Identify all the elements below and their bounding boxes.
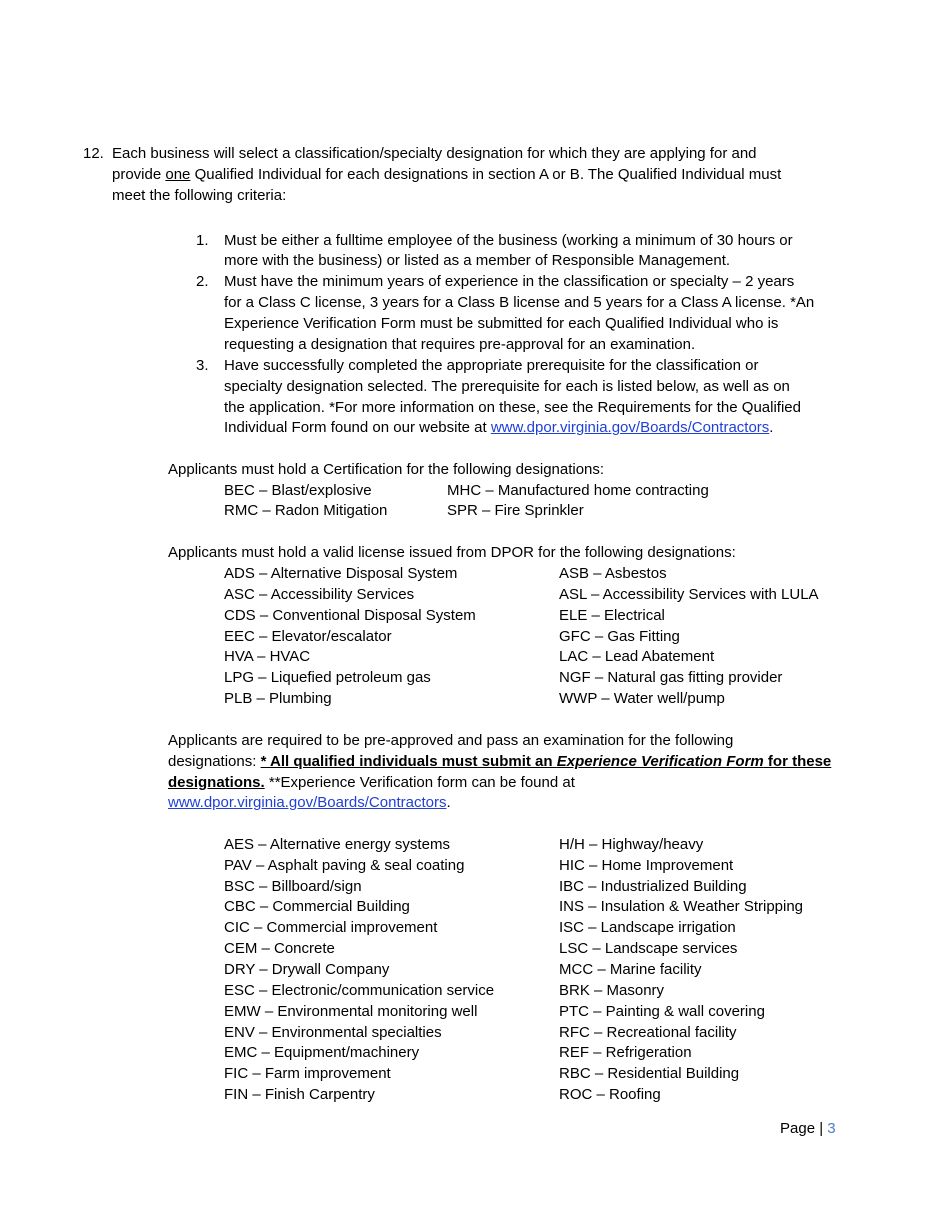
text-span: provide — [112, 166, 166, 183]
certification-intro: Applicants must hold a Certification for the following designations: — [168, 461, 605, 478]
designation-item: ADS – Alternative Disposal System — [224, 565, 458, 582]
criteria-line — [224, 417, 773, 438]
designation-item: PTC – Painting & wall covering — [559, 1003, 765, 1020]
designation-item: BEC – Blast/explosive — [224, 482, 372, 499]
designation-item: SPR – Fire Sprinkler — [447, 502, 584, 519]
criteria-line: specialty designation selected. The prerequisite for each is listed below, as well as on — [224, 378, 790, 395]
criteria-line: the application. *For more information on these, see the Requirements for the Qualified — [224, 399, 801, 416]
page-footer — [780, 1118, 836, 1139]
item-text-line: Each business will select a classification/specialty designation for which they are applying for and — [112, 145, 757, 162]
dpor-website-link[interactable]: www.dpor.virginia.gov/Boards/Contractors — [168, 794, 447, 811]
designation-item: REF – Refrigeration — [559, 1044, 692, 1061]
designation-item: WWP – Water well/pump — [559, 690, 725, 707]
designation-item: INS – Insulation & Weather Stripping — [559, 898, 804, 915]
designation-item: RBC – Residential Building — [559, 1065, 740, 1082]
text-span: . — [769, 419, 774, 436]
bold-underlined-text: designations. — [168, 774, 265, 791]
designation-item: IBC – Industrialized Building — [559, 878, 747, 895]
criteria-line: Experience Verification Form must be submitted for each Qualified Individual who is — [224, 315, 779, 332]
criteria-number: 1. — [196, 232, 209, 249]
page-separator: | — [819, 1120, 824, 1137]
item-text-line — [112, 164, 781, 185]
designation-item: HVA – HVAC — [224, 648, 311, 665]
exam-intro-line — [168, 751, 831, 772]
designation-item: CDS – Conventional Disposal System — [224, 607, 476, 624]
designation-item: FIN – Finish Carpentry — [224, 1086, 375, 1103]
designation-item: RMC – Radon Mitigation — [224, 502, 388, 519]
designation-item: LPG – Liquefied petroleum gas — [224, 669, 431, 686]
designation-item: ASL – Accessibility Services with LULA — [559, 586, 819, 603]
designation-item: BSC – Billboard/sign — [224, 878, 362, 895]
designation-item: DRY – Drywall Company — [224, 961, 390, 978]
page-number: 3 — [827, 1120, 836, 1137]
criteria-line: for a Class C license, 3 years for a Class B license and 5 years for a Class A license. *An — [224, 294, 815, 311]
designation-item: GFC – Gas Fitting — [559, 628, 680, 645]
criteria-line: Must be either a fulltime employee of the business (working a minimum of 30 hours or — [224, 232, 793, 249]
designation-item: CBC – Commercial Building — [224, 898, 410, 915]
criteria-line: Must have the minimum years of experience in the classification or specialty – 2 years — [224, 273, 795, 290]
designation-item: ASC – Accessibility Services — [224, 586, 415, 603]
text-span: . — [446, 794, 451, 811]
text-span: designations: — [168, 753, 261, 770]
page-label: Page — [780, 1120, 816, 1137]
bold-underlined-text: * All qualified individuals must submit an — [260, 753, 557, 770]
designation-item: PAV – Asphalt paving & seal coating — [224, 857, 465, 874]
license-intro: Applicants must hold a valid license issued from DPOR for the following designations: — [168, 544, 736, 561]
designation-item: MHC – Manufactured home contracting — [447, 482, 709, 499]
criteria-line: more with the business) or listed as a member of Responsible Management. — [224, 252, 731, 269]
designation-item: CEM – Concrete — [224, 940, 335, 957]
designation-item: ESC – Electronic/communication service — [224, 982, 495, 999]
bold-underlined-text: for these — [763, 753, 832, 770]
criteria-number: 3. — [196, 357, 209, 374]
designation-item: BRK – Masonry — [559, 982, 665, 999]
designation-item: CIC – Commercial improvement — [224, 919, 438, 936]
exam-intro-line — [168, 772, 575, 793]
underlined-text: one — [165, 166, 191, 183]
designation-item: RFC – Recreational facility — [559, 1024, 737, 1041]
designation-item: EMC – Equipment/machinery — [224, 1044, 420, 1061]
designation-item: LSC – Landscape services — [559, 940, 738, 957]
designation-item: MCC – Marine facility — [559, 961, 702, 978]
designation-item: HIC – Home Improvement — [559, 857, 734, 874]
item-text-line: meet the following criteria: — [112, 187, 287, 204]
designation-item: ISC – Landscape irrigation — [559, 919, 736, 936]
designation-item: AES – Alternative energy systems — [224, 836, 450, 853]
designation-item: ELE – Electrical — [559, 607, 665, 624]
designation-item: LAC – Lead Abatement — [559, 648, 715, 665]
designation-item: EMW – Environmental monitoring well — [224, 1003, 478, 1020]
dpor-website-link[interactable]: www.dpor.virginia.gov/Boards/Contractors — [490, 419, 770, 436]
criteria-line: requesting a designation that requires pre-approval for an examination. — [224, 336, 696, 353]
text-span: Qualified Individual for each designations in section A or B. The Qualified Individual must — [190, 166, 782, 183]
designation-item: ROC – Roofing — [559, 1086, 661, 1103]
text-span: **Experience Verification form can be found at — [264, 774, 575, 791]
item-number: 12. — [83, 145, 104, 162]
designation-item: FIC – Farm improvement — [224, 1065, 391, 1082]
designation-item: PLB – Plumbing — [224, 690, 332, 707]
criteria-line: Have successfully completed the appropriate prerequisite for the classification or — [224, 357, 759, 374]
designation-item: ENV – Environmental specialties — [224, 1024, 442, 1041]
designation-item: NGF – Natural gas fitting provider — [559, 669, 783, 686]
exam-intro-line: Applicants are required to be pre-approved and pass an examination for the following — [168, 732, 734, 749]
text-span: Individual Form found on our website at — [224, 419, 491, 436]
designation-item: H/H – Highway/heavy — [559, 836, 704, 853]
designation-item: ASB – Asbestos — [559, 565, 667, 582]
criteria-number: 2. — [196, 273, 209, 290]
designation-item: EEC – Elevator/escalator — [224, 628, 392, 645]
exam-link-line — [168, 792, 451, 813]
bold-italic-text: Experience Verification Form — [556, 753, 764, 770]
